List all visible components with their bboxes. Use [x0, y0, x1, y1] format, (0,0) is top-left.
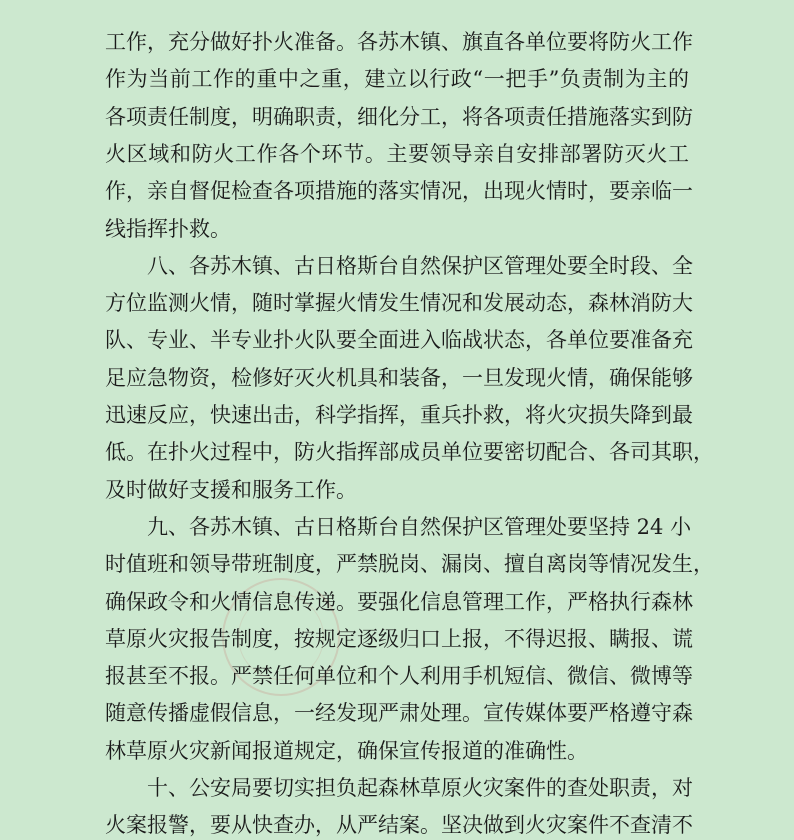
- text-line: 草原火灾报告制度，按规定逐级归口上报，不得迟报、瞒报、谎: [105, 626, 693, 651]
- text-line: 迅速反应，快速出击，科学指挥，重兵扑救，将火灾损失降到最: [105, 403, 693, 427]
- text-line: 报甚至不报。严禁任何单位和个人利用手机短信、微信、微博等: [105, 664, 693, 689]
- text-line: 时值班和领导带班制度，严禁脱岗、漏岗、擅自离岗等情况发生，: [105, 552, 714, 577]
- text-line: 作为当前工作的重中之重，建立以行政“一把手”负责制为主的: [105, 67, 689, 92]
- text-line: 火区域和防火工作各个环节。主要领导亲自安排部署防灭火工: [105, 141, 689, 166]
- text-line: 十、公安局要切实担负起森林草原火灾案件的查处职责，对: [147, 776, 693, 800]
- text-line: 随意传播虚假信息，一经发现严肃处理。宣传媒体要严格遵守森: [105, 701, 693, 726]
- text-line: 林草原火灾新闻报道规定，确保宣传报道的准确性。: [105, 738, 588, 763]
- text-line: 各项责任制度，明确职责，细化分工，将各项责任措施落实到防: [105, 104, 693, 129]
- text-line: 九、各苏木镇、古日格斯台自然保护区管理处要坚持 24 小: [147, 514, 692, 539]
- text-line: 八、各苏木镇、古日格斯台自然保护区管理处要全时段、全: [147, 253, 693, 278]
- text-line: 确保政令和火情信息传递。要强化信息管理工作，严格执行森林: [105, 589, 693, 614]
- text-line: 方位监测火情，随时掌握火情发生情况和发展动态，森林消防大: [105, 291, 693, 316]
- text-line: 作，亲自督促检查各项措施的落实情况，出现火情时，要亲临一: [105, 179, 693, 204]
- text-line: 队、专业、半专业扑火队要全面进入临战状态，各单位要准备充: [105, 328, 693, 353]
- text-line: 工作，充分做好扑火准备。各苏木镇、旗直各单位要将防火工作: [105, 30, 693, 54]
- text-line: 火案报警，要从快查办，从严结案。坚决做到火灾案件不查清不: [105, 813, 693, 838]
- text-line: 足应急物资，检修好灭火机具和装备，一旦发现火情，确保能够: [105, 365, 693, 390]
- text-line: 线指挥扑救。: [105, 216, 231, 241]
- text-line: 及时做好支援和服务工作。: [105, 477, 357, 502]
- text-line: 低。在扑火过程中，防火指挥部成员单位要密切配合、各司其职，: [105, 440, 714, 465]
